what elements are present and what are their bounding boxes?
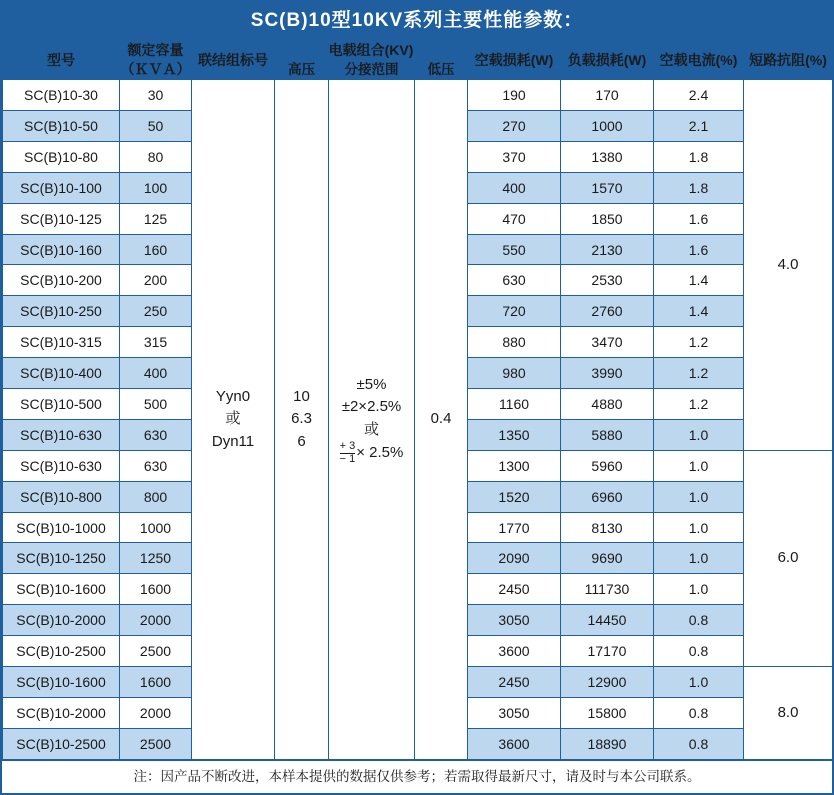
header-voltage-group: 电载组合(KV) <box>275 41 468 61</box>
header-model: 型号 <box>3 41 120 80</box>
cell-no-load-current: 1.4 <box>654 265 744 296</box>
cell-capacity: 30 <box>120 80 192 111</box>
cell-no-load-current: 1.8 <box>654 141 744 172</box>
cell-load-loss: 3470 <box>561 327 654 358</box>
cell-capacity: 500 <box>120 389 192 420</box>
cell-load-loss: 17170 <box>561 636 654 667</box>
cell-capacity: 1000 <box>120 512 192 543</box>
cell-no-load-current: 1.0 <box>654 574 744 605</box>
cell-model: SC(B)10-630 <box>3 419 120 450</box>
cell-model: SC(B)10-160 <box>3 234 120 265</box>
cell-impedance-merged: 4.0 <box>744 80 833 451</box>
cell-no-load-current: 1.0 <box>654 481 744 512</box>
cell-high-voltage-merged: 10 6.3 6 <box>275 80 329 760</box>
cell-capacity: 250 <box>120 296 192 327</box>
cell-no-load-loss: 3600 <box>468 636 561 667</box>
cell-load-loss: 6960 <box>561 481 654 512</box>
cell-capacity: 2000 <box>120 605 192 636</box>
cell-no-load-loss: 3600 <box>468 728 561 759</box>
cell-load-loss: 1850 <box>561 203 654 234</box>
cell-no-load-current: 1.0 <box>654 667 744 698</box>
cell-capacity: 80 <box>120 141 192 172</box>
cell-load-loss: 15800 <box>561 697 654 728</box>
cell-model: SC(B)10-1600 <box>3 574 120 605</box>
cell-capacity: 125 <box>120 203 192 234</box>
header-low-voltage: 低压 <box>415 60 468 79</box>
cell-load-loss: 18890 <box>561 728 654 759</box>
cell-capacity: 200 <box>120 265 192 296</box>
cell-no-load-current: 1.0 <box>654 543 744 574</box>
cell-no-load-loss: 880 <box>468 327 561 358</box>
cell-no-load-current: 1.2 <box>654 358 744 389</box>
header-load-loss: 负载损耗(W) <box>561 41 654 80</box>
cell-model: SC(B)10-100 <box>3 172 120 203</box>
cell-no-load-current: 1.0 <box>654 512 744 543</box>
cell-model: SC(B)10-2500 <box>3 636 120 667</box>
cell-model: SC(B)10-50 <box>3 111 120 142</box>
cell-model: SC(B)10-250 <box>3 296 120 327</box>
cell-capacity: 50 <box>120 111 192 142</box>
cell-no-load-loss: 470 <box>468 203 561 234</box>
cell-model: SC(B)10-1250 <box>3 543 120 574</box>
cell-no-load-loss: 190 <box>468 80 561 111</box>
cell-no-load-loss: 3050 <box>468 697 561 728</box>
cell-model: SC(B)10-500 <box>3 389 120 420</box>
cell-load-loss: 5880 <box>561 419 654 450</box>
cell-model: SC(B)10-1000 <box>3 512 120 543</box>
table-header <box>3 41 833 80</box>
cell-no-load-loss: 1520 <box>468 481 561 512</box>
header-capacity-line1: 额定容量 <box>127 42 184 59</box>
cell-model: SC(B)10-630 <box>3 450 120 481</box>
header-high-voltage: 高压 <box>275 60 329 79</box>
cell-capacity: 1250 <box>120 543 192 574</box>
cell-no-load-loss: 630 <box>468 265 561 296</box>
cell-model: SC(B)10-1600 <box>3 667 120 698</box>
cell-load-loss: 8130 <box>561 512 654 543</box>
cell-no-load-current: 1.6 <box>654 203 744 234</box>
cell-load-loss: 12900 <box>561 667 654 698</box>
cell-no-load-current: 0.8 <box>654 697 744 728</box>
cell-capacity: 400 <box>120 358 192 389</box>
cell-no-load-loss: 370 <box>468 141 561 172</box>
cell-no-load-loss: 2450 <box>468 574 561 605</box>
cell-low-voltage-merged: 0.4 <box>415 80 468 760</box>
cell-load-loss: 2760 <box>561 296 654 327</box>
cell-no-load-loss: 1770 <box>468 512 561 543</box>
cell-model: SC(B)10-80 <box>3 141 120 172</box>
cell-no-load-loss: 720 <box>468 296 561 327</box>
cell-connection-merged: Yyn0 或 Dyn11 <box>192 80 275 760</box>
header-capacity <box>120 41 192 80</box>
cell-capacity: 100 <box>120 172 192 203</box>
cell-no-load-loss: 1350 <box>468 419 561 450</box>
cell-no-load-current: 0.8 <box>654 636 744 667</box>
cell-model: SC(B)10-30 <box>3 80 120 111</box>
header-short-circuit-impedance: 短路抗阻(%) <box>744 41 833 80</box>
cell-tap-range-merged: ±5% ±2×2.5% 或 $\frac{+ 3}{- 1}$ × 2.5% <box>329 80 415 760</box>
cell-load-loss: 111730 <box>561 574 654 605</box>
cell-capacity: 315 <box>120 327 192 358</box>
cell-model: SC(B)10-2500 <box>3 728 120 759</box>
cell-model: SC(B)10-315 <box>3 327 120 358</box>
cell-capacity: 160 <box>120 234 192 265</box>
cell-no-load-loss: 980 <box>468 358 561 389</box>
page-title: SC(B)10型10KV系列主要性能参数： <box>2 2 832 40</box>
cell-load-loss: 2130 <box>561 234 654 265</box>
cell-no-load-current: 2.1 <box>654 111 744 142</box>
cell-capacity: 2500 <box>120 636 192 667</box>
cell-no-load-current: 1.0 <box>654 419 744 450</box>
header-connection: 联结组标号 <box>192 41 275 80</box>
cell-model: SC(B)10-200 <box>3 265 120 296</box>
cell-no-load-loss: 270 <box>468 111 561 142</box>
header-tap-range: 分接范围 <box>329 60 415 79</box>
cell-capacity: 2500 <box>120 728 192 759</box>
cell-impedance-merged: 6.0 <box>744 450 833 666</box>
cell-no-load-current: 1.2 <box>654 389 744 420</box>
cell-no-load-current: 1.8 <box>654 172 744 203</box>
cell-load-loss: 9690 <box>561 543 654 574</box>
cell-capacity: 1600 <box>120 667 192 698</box>
header-capacity-line2: （ＫＶＡ） <box>120 61 191 78</box>
cell-load-loss: 2530 <box>561 265 654 296</box>
cell-capacity: 2000 <box>120 697 192 728</box>
cell-no-load-current: 1.2 <box>654 327 744 358</box>
cell-load-loss: 14450 <box>561 605 654 636</box>
cell-load-loss: 4880 <box>561 389 654 420</box>
specification-table <box>2 40 833 760</box>
cell-capacity: 630 <box>120 419 192 450</box>
cell-model: SC(B)10-800 <box>3 481 120 512</box>
cell-no-load-current: 1.6 <box>654 234 744 265</box>
cell-no-load-current: 0.8 <box>654 728 744 759</box>
cell-model: SC(B)10-2000 <box>3 605 120 636</box>
cell-load-loss: 5960 <box>561 450 654 481</box>
cell-no-load-loss: 3050 <box>468 605 561 636</box>
cell-no-load-current: 2.4 <box>654 80 744 111</box>
cell-load-loss: 170 <box>561 80 654 111</box>
header-no-load-loss: 空载损耗(W) <box>468 41 561 80</box>
cell-no-load-current: 0.8 <box>654 605 744 636</box>
cell-load-loss: 1380 <box>561 141 654 172</box>
table-body <box>3 80 833 760</box>
cell-no-load-current: 1.0 <box>654 450 744 481</box>
cell-capacity: 630 <box>120 450 192 481</box>
cell-no-load-loss: 2090 <box>468 543 561 574</box>
cell-no-load-loss: 1300 <box>468 450 561 481</box>
header-no-load-current: 空载电流(%) <box>654 41 744 80</box>
cell-no-load-loss: 2450 <box>468 667 561 698</box>
cell-load-loss: 1570 <box>561 172 654 203</box>
cell-load-loss: 3990 <box>561 358 654 389</box>
cell-model: SC(B)10-2000 <box>3 697 120 728</box>
cell-no-load-loss: 550 <box>468 234 561 265</box>
cell-no-load-loss: 400 <box>468 172 561 203</box>
footer-note: 注：因产品不断改进，本样本提供的数据仅供参考；若需取得最新尺寸，请及时与本公司联系。 <box>2 760 832 793</box>
cell-model: SC(B)10-125 <box>3 203 120 234</box>
cell-impedance-merged: 8.0 <box>744 667 833 760</box>
cell-no-load-current: 1.4 <box>654 296 744 327</box>
cell-load-loss: 1000 <box>561 111 654 142</box>
cell-capacity: 800 <box>120 481 192 512</box>
cell-model: SC(B)10-400 <box>3 358 120 389</box>
cell-no-load-loss: 1160 <box>468 389 561 420</box>
cell-capacity: 1600 <box>120 574 192 605</box>
table-row <box>3 80 833 111</box>
